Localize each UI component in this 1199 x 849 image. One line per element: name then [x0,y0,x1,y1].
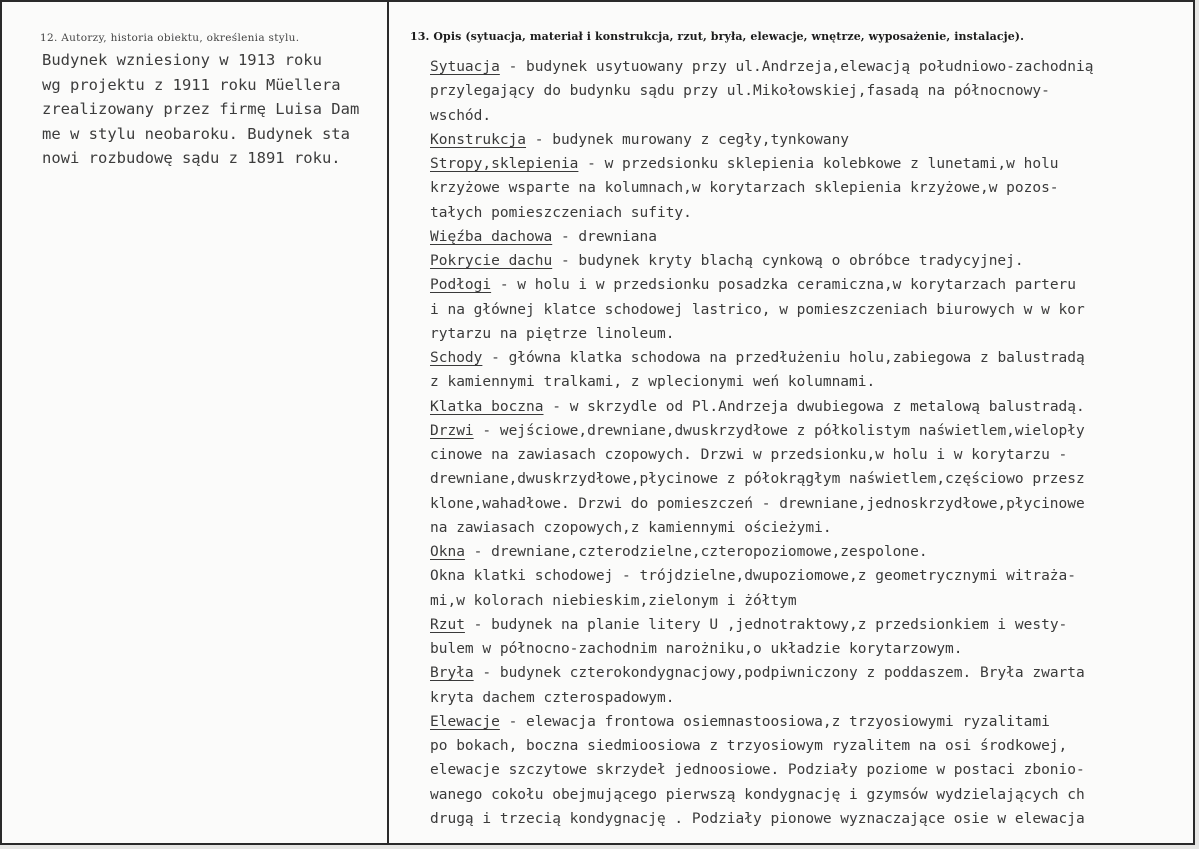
field-label: Bryła [430,665,474,682]
field-text: - budynek czterokondygnacjowy,podpiwniczony z poddaszem. Bryła zwarta [473,665,1085,682]
section-13-line [430,152,1195,176]
field-label: Stropy,sklepienia [430,156,579,172]
section-13-line [430,104,1195,128]
field-label: Więźba dachowa [430,228,553,245]
section-13-line [430,661,1195,685]
section-13-line [430,540,1195,564]
field-label: Schody [430,350,483,366]
section-12-line: wg projektu z 1911 roku Müellera [42,75,341,94]
section-13-line [430,637,1195,661]
field-text: wschód. [430,107,492,124]
section-13-line [430,249,1195,273]
section-12-line: Budynek wzniesiony w 1913 roku [42,51,322,69]
field-text: z kamiennymi tralkami, z wplecionymi weń kolumnami. [430,374,876,391]
section-13-line [430,225,1195,249]
section-13-line [430,322,1195,346]
section-13-line [430,443,1195,467]
field-text: - w przedsionku sklepienia kolebkowe z lunetami,w holu [578,156,1059,172]
field-label: Pokrycie dachu [430,253,553,269]
section-12-text [42,48,387,171]
field-label: Konstrukcja [430,131,527,148]
section-13-line [430,419,1195,443]
field-text: - drewniane,czterodzielne,czteropoziomowe,zespolone. [464,544,928,560]
section-13-line [430,201,1195,225]
section-13-line [430,273,1195,297]
section-13-line [430,589,1195,613]
field-text: - budynek usytuowany przy ul.Andrzeja,elewacją południowo-zachodnią [499,59,1094,75]
field-text: i na głównej klatce schodowej lastrico, w pomieszczeniach biurowych w w kor [430,301,1085,318]
section-13-line [430,370,1195,394]
section-13-text [430,55,1195,831]
field-text: rytarzu na piętrze linoleum. [430,325,675,342]
field-text: tałych pomieszczeniach sufity. [430,204,692,221]
field-label: Podłogi [430,277,492,294]
section-13-line [430,710,1195,734]
field-text: - budynek kryty blachą cynkową o obróbce tradycyjnej. [552,253,1024,269]
field-text: po bokach, boczna siedmioosiowa z trzyosiowym ryzalitem na osi środkowej, [430,738,1068,754]
section-13-line [430,758,1195,782]
field-text: - w holu i w przedsionku posadzka ceramiczna,w korytarzach parteru [491,277,1077,294]
field-text: - elewacja frontowa osiemnastoosiowa,z trzyosiowymi ryzalitami [499,713,1050,730]
section-13-line [430,346,1195,370]
field-label: Rzut [430,616,465,633]
section-12-heading: 12. Autorzy, historia obiektu, określenia stylu. [40,32,300,44]
field-text: mi,w kolorach niebieskim,zielonym i żółtym [430,592,797,609]
field-text: Okna klatki schodowej - trójdzielne,dwupoziomowe,z geometrycznymi witraża- [430,568,1077,585]
column-divider [387,2,389,845]
section-13-line [430,467,1195,491]
field-label: Elewacje [430,713,500,730]
section-13-line [430,783,1195,807]
section-13-line [430,395,1195,419]
field-text: przylegający do budynku sądu przy ul.Mikołowskiej,fasadą na północnowy- [430,83,1050,100]
field-text: - w skrzydle od Pl.Andrzeja dwubiegowa z metalową balustradą. [543,398,1085,415]
section-13-line [430,613,1195,637]
field-text: - drewniana [552,228,657,245]
field-text: - główna klatka schodowa na przedłużeniu holu,zabiegowa z balustradą [482,350,1085,366]
field-text: - wejściowe,drewniane,dwuskrzydłowe z półkolistym naświetlem,wielopły [473,422,1085,439]
section-13-line [430,128,1195,152]
section-13-line [430,807,1195,831]
field-text: bulem w północno-zachodnim narożniku,o układzie korytarzowym. [430,641,963,657]
section-13-heading: 13. Opis (sytuacja, materiał i konstrukcja, rzut, bryła, elewacje, wnętrze, wyposażenie, instalacje). [410,30,1025,43]
section-13-line [430,298,1195,322]
field-text: drewniane,dwuskrzydłowe,płycinowe z półokrągłym naświetlem,częściowo przesz [430,471,1085,488]
field-label: Okna [430,544,465,560]
field-text: krzyżowe wsparte na kolumnach,w korytarzach sklepienia krzyżowe,w pozos- [430,180,1059,197]
field-label: Klatka boczna [430,398,544,415]
field-label: Sytuacja [430,59,500,75]
field-label: Drzwi [430,422,474,439]
field-text: cinowe na zawiasach czopowych. Drzwi w przedsionku,w holu i w korytarzu - [430,447,1068,463]
section-13-line [430,176,1195,200]
section-12-line: nowi rozbudowę sądu z 1891 roku. [42,149,341,168]
field-text: - budynek na planie litery U ,jednotraktowy,z przedsionkiem i westy- [464,616,1068,633]
section-13-line [430,79,1195,103]
field-text: klone,wahadłowe. Drzwi do pomieszczeń - drewniane,jednoskrzydłowe,płycinowe [430,495,1085,512]
field-text: wanego cokołu obejmującego pierwszą kondygnację i gzymsów wydzielających ch [430,786,1085,803]
section-13-line [430,55,1195,79]
section-12-line: zrealizowany przez firmę Luisa Dam [42,100,360,119]
section-13-line [430,686,1195,710]
section-13-line [430,734,1195,758]
section-12-line: me w stylu neobaroku. Budynek sta [42,124,350,143]
field-text: na zawiasach czopowych,z kamiennymi ościeżymi. [430,519,832,536]
section-13-line [430,492,1195,516]
section-13-line [430,564,1195,588]
field-text: drugą i trzecią kondygnację . Podziały pionowe wyznaczające osie w elewacja [430,810,1085,827]
section-13-line [430,516,1195,540]
field-text: elewacje szczytowe skrzydeł jednoosiowe. Podziały poziome w postaci zbonio- [430,762,1085,779]
field-text: kryta dachem czterospadowym. [430,689,675,706]
field-text: - budynek murowany z cegły,tynkowany [526,131,850,148]
